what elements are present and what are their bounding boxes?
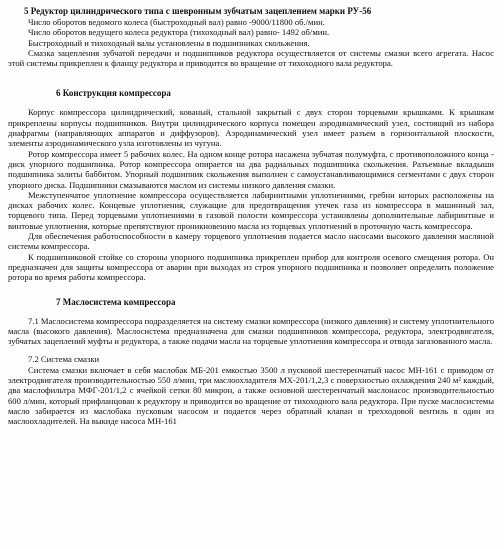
sec5-line-3: Быстроходный и тихоходный валы установлены в подшипниках скольжения. [28,37,310,48]
sec6-paragraph-2: Ротор компрессора имеет 5 рабочих колес. На одном конце ротора насажена зубчатая полумуфта, с противоположного конца - диск упорного подшипника. Ротор компрессора опирается на два радиальных подшипника скольжения. Разъемные вкладыши подшипника залиты баббитом. Упорный подшипник скольжения выполнен с самоустанавливающимися сегментами с двух сторон упорного диска. Подшипники смазываются маслом из системы низкого давления смазки. [8,148,494,190]
section-5-heading [8,6,494,17]
section-7-heading: 7 Маслосистема компрессора [56,296,176,307]
sec5-line-2: Число оборотов ведущего колеса редуктора (тихоходный вал) равно- 1492 об/мин. [28,27,330,38]
spacer [8,68,494,88]
section-5-heading-text: 5 Редуктор цилиндрического типа с шевронным зубчатым зацеплением марки РУ-56 [24,6,372,16]
sec7-subheading-2: 7.2 Система смазки [28,354,100,365]
sec6-paragraph-5: К подшипниковой стойке со стороны упорного подшипника прикреплен прибор для контроля осевого смещения ротора. Он предназначен для защиты компрессора от аварии при выходах из строя упорного подшипника и позволяет определить положение ротора во время работы компрессора. [8,251,494,283]
sec6-paragraph-1: Корпус компрессора цилиндрический, кованый, стальной закрытый с двух сторон торцевыми крышками. К крышкам прикреплены корпусы подшипников. Внутри цилиндрического корпуса помещен аэродинамический узел, состоящий из набора диафрагмы (направляющих аппаратов и диффузоров). Аэродинамический узел имеет разъем в горизонтальной плоскости, элементы аэродинамического узла изготовлены из чугуна. [8,107,494,149]
sec6-paragraph-4: Для обеспечения работоспособности в камеру торцевого уплотнения подается масло насосами высокого давления масляной системы компрессора. [8,231,494,252]
sec7-paragraph-2: Система смазки включает в себя маслобак МБ-201 емкостью 3500 л пусковой шестеренчатый насос МН-161 с приводом от электродвигателя производительностью 550 л/мин, три маслоохладителя МХ-201/1,2,3 с поверхностью охлаждения 240 м² каждый, два маслофильтра МФГ-201/1,2 с ячейкой сетки 80 микрон, а также основной шестеренчатый маслонасос производительностью 600 л/мин, который прифланцован к редуктору и приводится во вращение от тихоходного вала редуктора. При пуске маслосистемы масло забирается из маслобака пусковым насосом и подается через обратный клапан и трехходовой вентиль в один из маслоохладителей. На выкиде насоса МН-161 [8,364,494,427]
section-6-heading: 6 Конструкция компрессора [56,88,171,99]
spacer [8,308,494,316]
spacer [8,283,494,297]
sec5-line-1: Число оборотов ведомого колеса (быстроходный вал) равно -9000/11800 об./мин. [28,17,325,27]
spacer [8,346,494,354]
sec5-paragraph-1: Смазка зацепления зубчатой передачи и подшипников редуктора осуществляется от системы смазки всего агрегата. Насос этой системы прикреплен к фланцу редуктора и приводится во вращение от тихоходного вала редуктора. [8,47,494,69]
sec7-paragraph-1: 7.1 Маслосистема компрессора подразделяется на систему смазки компрессора (низкого давления) и систему уплотнительного масла (высокого давления). Маслосистема предназначена для смазки подшипников компрессора, редуктора, электродвигателя, зубчатых зацеплений муфты и редуктора, а также подачи масла на торцевые уплотнения компрессора и отвода загазованного масла. [8,315,494,347]
spacer [8,99,494,107]
sec6-paragraph-3: Межступенчатое уплотнение компрессора осуществляется лабиринтными уплотнениями, гребни которых расположены на дисках рабочих колес. Концевые уплотнения, служащие для предотвращения утечек газа из компрессора в машинный зал, торцевого типа. Перед торцевыми уплотнениями в газовой полости компрессора установлены дополнительные лабиринтные и винтовые уплотнения, которые препятствуют проникновению масла из торцевых уплотнений в проточную часть компрессора. [8,189,494,231]
